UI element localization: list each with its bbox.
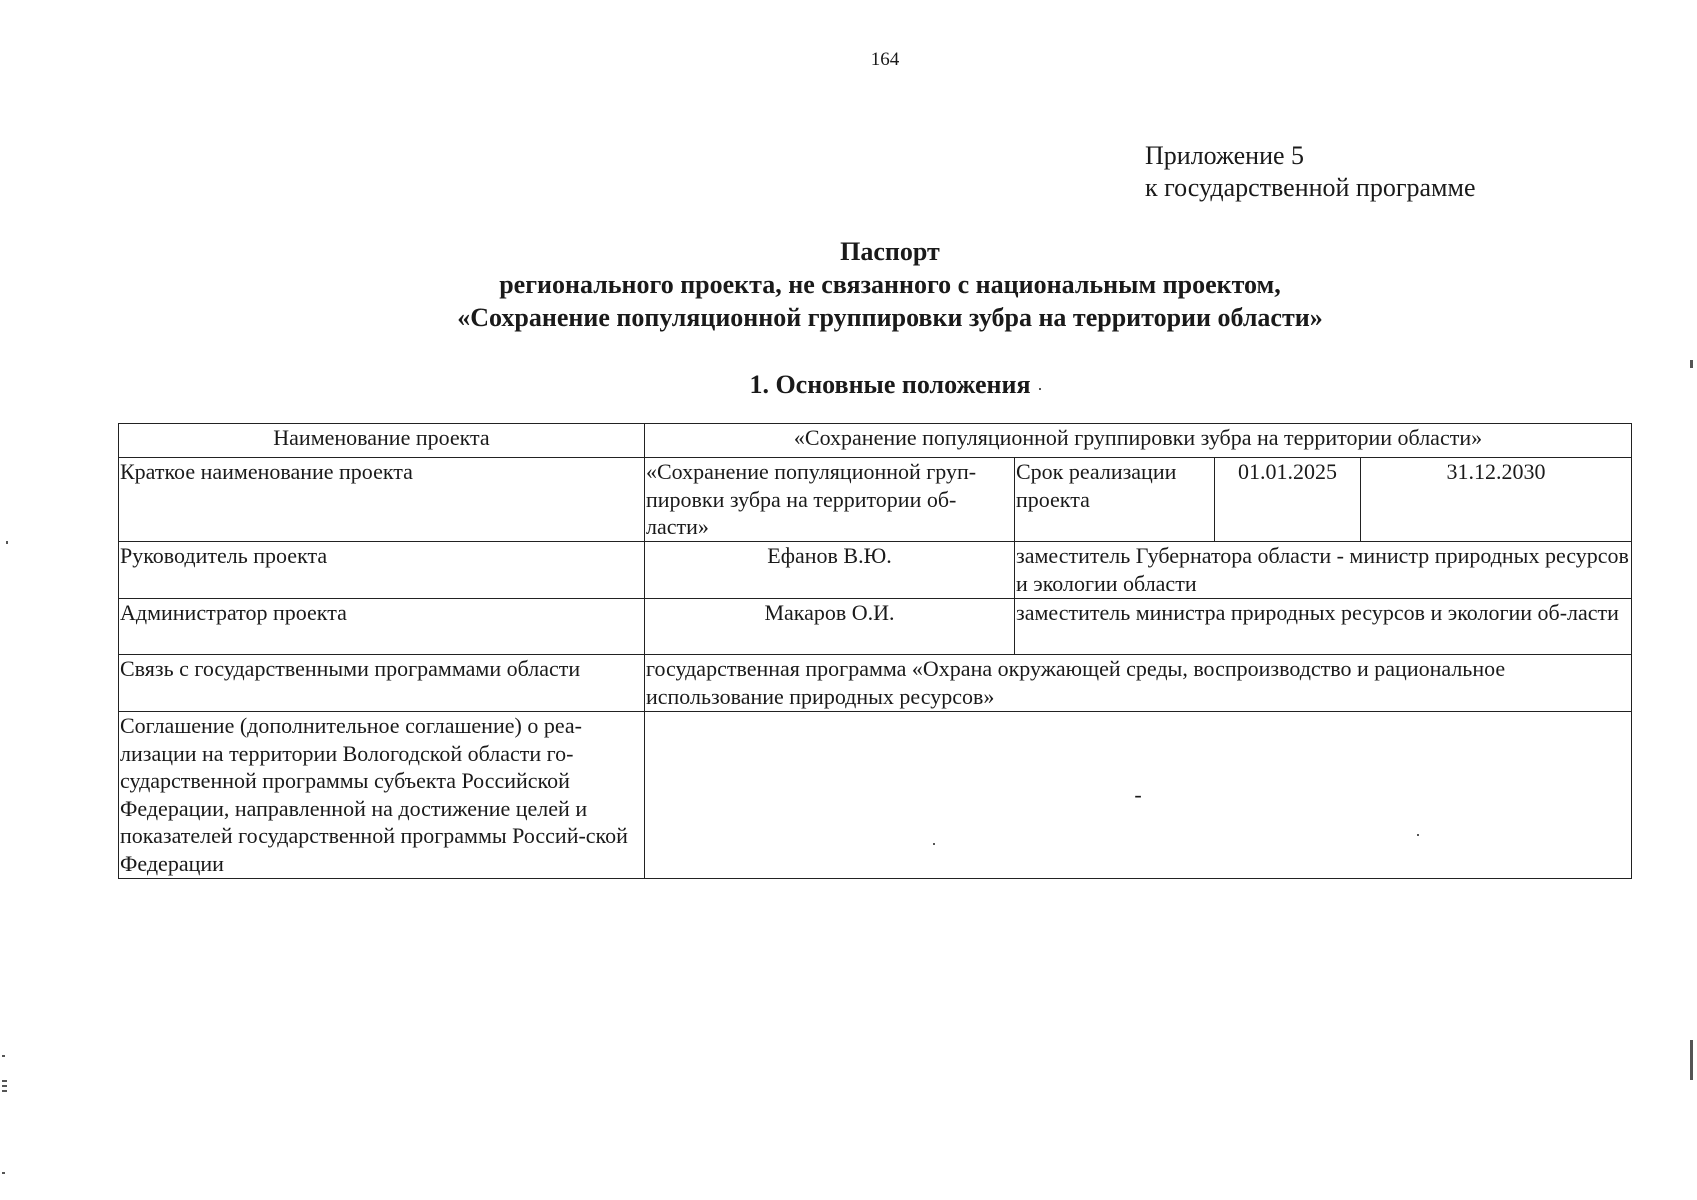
scan-speck	[2, 1090, 7, 1092]
cell-start-date: 01.01.2025	[1215, 458, 1361, 542]
scan-speck	[933, 843, 935, 845]
cell-short-name-label: Краткое наименование проекта	[119, 458, 645, 542]
scan-speck	[1039, 388, 1041, 390]
appendix-line-1: Приложение 5	[1145, 141, 1305, 170]
cell-admin-position: заместитель министра природных ресурсов и экологии об-ласти	[1015, 599, 1632, 655]
appendix-note	[1145, 140, 1476, 204]
cell-agreement-value: -	[645, 712, 1632, 879]
cell-agreement-label: Соглашение (дополнительное соглашение) о реа-лизации на территории Вологодской области го-сударственной программы субъекта Российской Федерации, направленной на достижение целей и показателей государственной программы Россий-ской Федерации	[119, 712, 645, 879]
table-row-project-admin	[119, 599, 1632, 655]
scan-speck	[2, 1085, 7, 1087]
cell-admin-name: Макаров О.И.	[645, 599, 1015, 655]
document-title	[0, 235, 1697, 334]
cell-project-name-label: Наименование проекта	[119, 424, 645, 458]
scan-speck	[2, 1172, 5, 1174]
scan-speck	[2, 1080, 7, 1082]
table-row-project-head	[119, 542, 1632, 599]
scan-speck	[1690, 1040, 1693, 1080]
section-heading: 1. Основные положения	[749, 370, 1031, 399]
table-row-project-name	[119, 424, 1632, 458]
table-row-state-programs	[119, 655, 1632, 712]
table-row-short-name	[119, 458, 1632, 542]
cell-term-label: Срок реализации проекта	[1015, 458, 1215, 542]
cell-programs-label: Связь с государственными программами области	[119, 655, 645, 712]
cell-head-position: заместитель Губернатора области - министр природных ресурсов и экологии области	[1015, 542, 1632, 599]
scan-speck	[1417, 834, 1419, 836]
cell-short-name-value: «Сохранение популяционной груп-пировки зубра на территории об-ласти»	[645, 458, 1015, 542]
cell-programs-value: государственная программа «Охрана окружающей среды, воспроизводство и рациональное использование природных ресурсов»	[645, 655, 1632, 712]
page-number: 164	[870, 49, 900, 70]
cell-head-label: Руководитель проекта	[119, 542, 645, 599]
title-line-1: Паспорт	[840, 237, 940, 266]
project-passport-table	[118, 423, 1632, 879]
scan-speck	[1690, 360, 1693, 368]
title-line-2: регионального проекта, не связанного с национальным проектом,	[499, 270, 1281, 299]
table-row-agreement	[119, 712, 1632, 879]
title-line-3: «Сохранение популяционной группировки зубра на территории области»	[457, 303, 1323, 332]
cell-end-date: 31.12.2030	[1361, 458, 1632, 542]
cell-project-name-value: «Сохранение популяционной группировки зубра на территории области»	[645, 424, 1632, 458]
scan-speck	[6, 541, 8, 544]
cell-head-name: Ефанов В.Ю.	[645, 542, 1015, 599]
appendix-line-2: к государственной программе	[1145, 173, 1476, 202]
scan-speck	[2, 1055, 5, 1057]
cell-admin-label: Администратор проекта	[119, 599, 645, 655]
